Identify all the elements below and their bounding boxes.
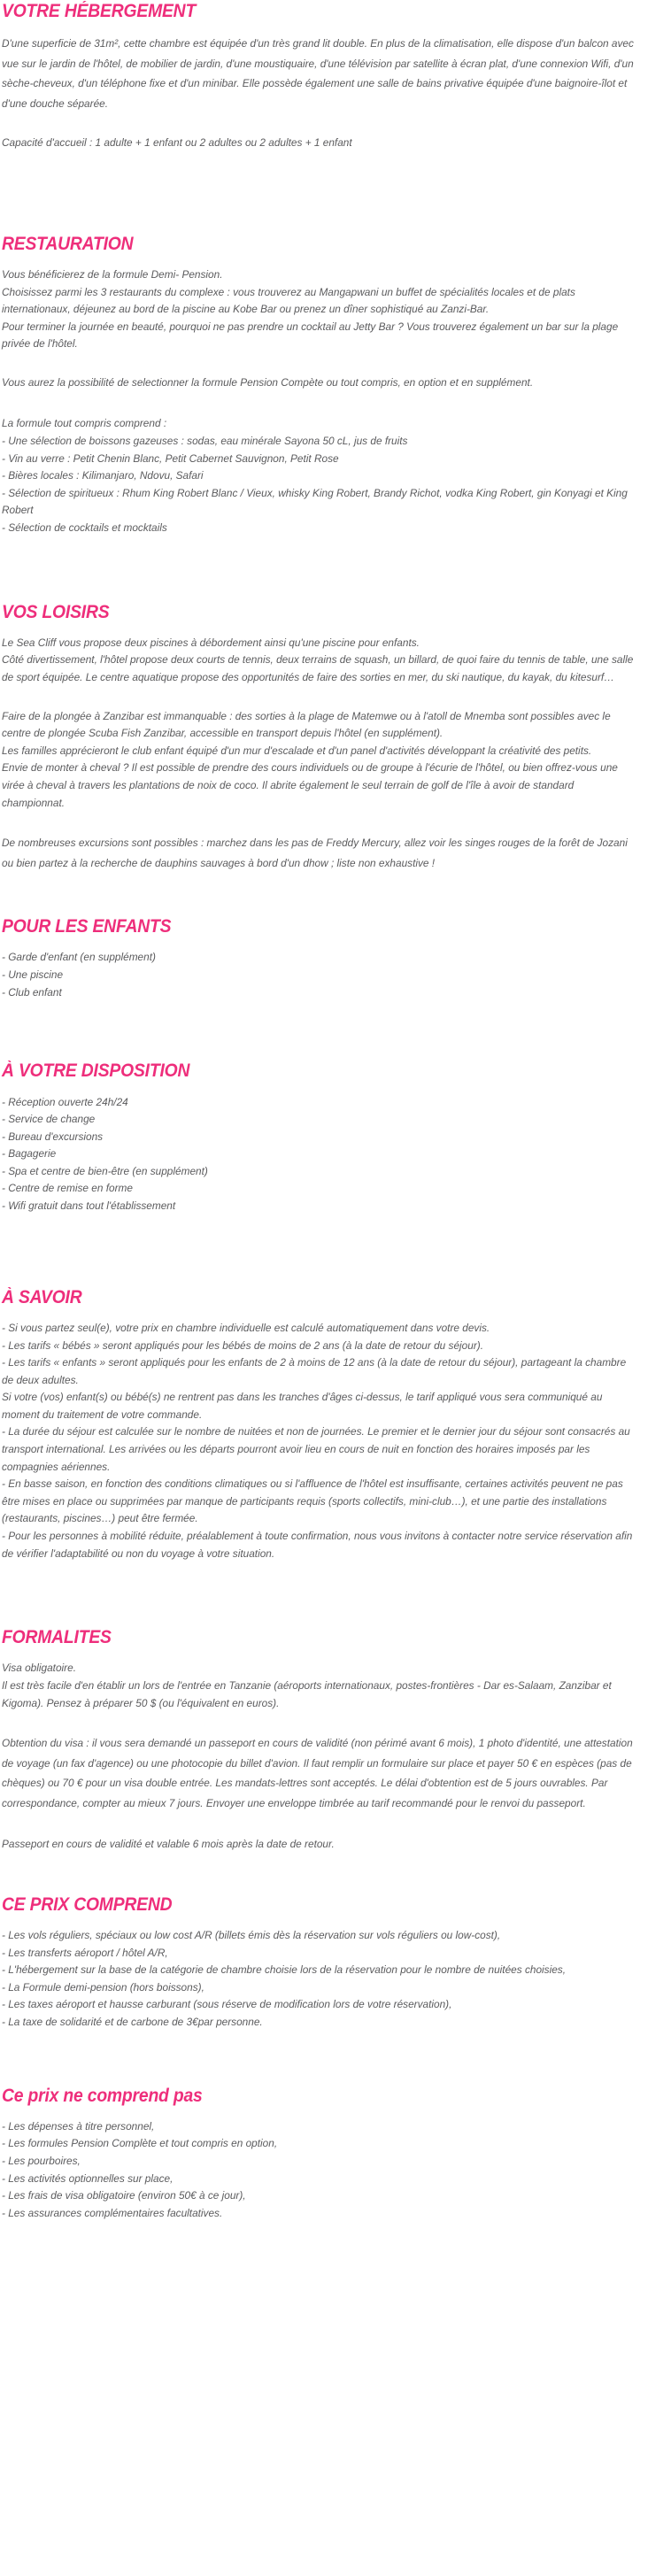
restauration-intro-block	[2, 266, 669, 353]
savoir-note: Si votre (vos) enfant(s) ou bébé(s) ne rentrent pas dans les tranches d'âges ci-dessus, le tarif appliqué vous sera communiqué au moment du traitement de votre commande.	[2, 1391, 603, 1421]
section-vos-loisirs	[2, 601, 669, 874]
list-item: - Wifi gratuit dans tout l'établissement	[2, 1199, 176, 1213]
formalites-paragraph-2: Il est très facile d'en établir un lors de l'entrée en Tanzanie (aéroports internationaux, postes-frontières - Dar es-Salaam, Zanzibar et Kigoma). Pensez à préparer 50 $ (ou l'équivalent en euros).	[2, 1679, 612, 1709]
disposition-list	[2, 1094, 669, 1215]
section-formalites	[2, 1626, 669, 1855]
formula-intro: La formule tout compris comprend :	[2, 417, 167, 430]
list-item: - La taxe de solidarité et de carbone de 3€par personne.	[2, 2015, 263, 2028]
loisirs-paragraph-4: Les familles apprécieront le club enfant équipé d'un mur d'escalade et d'un panel d'activités développant la créativité des petits.	[2, 744, 592, 757]
list-item: - Une sélection de boissons gazeuses : sodas, eau minérale Sayona 50 cL, jus de fruits	[2, 435, 408, 448]
list-item: - En basse saison, en fonction des conditions climatiques ou si l'affluence de l'hôtel est insuffisante, certaines activités peuvent ne pas être mises en place ou supprimées par manque de participants requis (sports collectifs, mini-club…), et une partie des installations (restaurants, piscines…) peut être fermée.	[2, 1477, 623, 1525]
list-item: - Les frais de visa obligatoire (environ 50€ à ce jour),	[2, 2189, 246, 2202]
list-item: - Garde d'enfant (en supplément)	[2, 951, 156, 964]
enfants-list	[2, 949, 669, 1001]
list-item: - L'hébergement sur la base de la catégorie de chambre choisie lors de la réservation pour le nombre de nuitées choisies,	[2, 1963, 567, 1977]
list-item: - Les pourboires,	[2, 2155, 81, 2167]
list-item: - Pour les personnes à mobilité réduite, préalablement à toute confirmation, nous vous invitons à contacter notre service réservation afin de vérifier l'adaptabilité ou non du voyage à votre situation.	[2, 1530, 633, 1560]
restauration-line-3: Pour terminer la journée en beauté, pourquoi ne pas prendre un cocktail au Jetty Bar ? Vous trouverez également un bar sur la plage privée de l'hôtel.	[2, 320, 619, 351]
section-pour-les-enfants	[2, 915, 669, 1001]
savoir-list	[2, 1320, 669, 1562]
list-item: - Les assurances complémentaires facultatives.	[2, 2206, 223, 2219]
list-item: - Les transferts aéroport / hôtel A/R,	[2, 1946, 168, 1959]
list-item: - Les tarifs « enfants » seront appliqués pour les enfants de 2 à moins de 12 ans (à la date de retour du séjour), partageant la chambre de deux adultes.	[2, 1356, 627, 1386]
section-ce-prix-ne-comprend-pas	[2, 2085, 669, 2223]
list-item: - Bagagerie	[2, 1147, 57, 1161]
loisirs-paragraph-5: Envie de monter à cheval ? Il est possible de prendre des cours individuels ou de groupe à l'écurie de l'hôtel, ou bien offrez-vous une virée à cheval à travers les plantations de noix de coco. Il abrite également le seul terrain de golf de l'île à avoir de standard championnat.	[2, 761, 618, 809]
list-item: - Sélection de spiritueux : Rhum King Robert Blanc / Vieux, whisky King Robert, Brandy Richot, vodka King Robert, gin Konyagi et King Robert	[2, 486, 628, 517]
heading-pour-les-enfants: POUR LES ENFANTS	[2, 916, 172, 937]
heading-vos-loisirs: VOS LOISIRS	[2, 601, 110, 622]
formalites-paragraph-4: Passeport en cours de validité et valable 6 mois après la date de retour.	[2, 1838, 335, 1851]
section-a-savoir	[2, 1286, 669, 1563]
restauration-formula-list	[2, 415, 669, 536]
loisirs-paragraph-1: Le Sea Cliff vous propose deux piscines à débordement ainsi qu'une piscine pour enfants.	[2, 636, 420, 649]
section-ce-prix-comprend	[2, 1893, 669, 2032]
list-item: - Spa et centre de bien-être (en supplément)	[2, 1164, 208, 1177]
prix-comprend-list	[2, 1927, 669, 2032]
section-restauration	[2, 233, 669, 537]
list-item: - Réception ouverte 24h/24	[2, 1095, 128, 1108]
list-item: - Les dépenses à titre personnel,	[2, 2119, 155, 2133]
hebergement-capacity: Capacité d'accueil : 1 adulte + 1 enfant ou 2 adultes ou 2 adultes + 1 enfant	[2, 136, 352, 150]
loisirs-paragraph-2: Côté divertissement, l'hôtel propose deux courts de tennis, deux terrains de squash, un billard, de quoi faire du tennis de table, une salle de sport équipée. Le centre aquatique propose des opportunités de faire des sorties en mer, du ski nautique, du kayak, du kitesurf…	[2, 653, 634, 684]
list-item: - Une piscine	[2, 968, 64, 982]
list-item: - Bureau d'excursions	[2, 1130, 104, 1143]
heading-a-savoir: À SAVOIR	[2, 1286, 82, 1307]
section-a-votre-disposition	[2, 1060, 669, 1215]
list-item: - Club enfant	[2, 985, 62, 999]
heading-ce-prix-comprend: CE PRIX COMPREND	[2, 1893, 173, 1915]
loisirs-paragraph-3: Faire de la plongée à Zanzibar est immanquable : des sorties à la plage de Matemwe ou à l'atoll de Mnemba sont possibles avec le centre de plongée Scuba Fish Zanzibar, accessible en transport depuis l'hôtel (en supplément).	[2, 709, 611, 740]
list-item: - La durée du séjour est calculée sur le nombre de nuitées et non de journées. Le premier et le dernier jour du séjour sont consacrés au transport international. Les arrivées ou les départs pourront avoir lieu en cours de nuit en fonction des horaires imposés par les compagnies aériennes.	[2, 1425, 630, 1473]
list-item: - Si vous partez seul(e), votre prix en chambre individuelle est calculé automatiquement dans votre devis.	[2, 1321, 490, 1334]
list-item: - Vin au verre : Petit Chenin Blanc, Petit Cabernet Sauvignon, Petit Rose	[2, 451, 339, 465]
list-item: - Les tarifs « bébés » seront appliqués pour les bébés de moins de 2 ans (à la date de retour du séjour).	[2, 1338, 483, 1352]
list-item: - Sélection de cocktails et mocktails	[2, 521, 167, 535]
list-item: - Les taxes aéroport et hausse carburant (sous réserve de modification lors de votre réservation),	[2, 1998, 452, 2011]
list-item: - Centre de remise en forme	[2, 1182, 133, 1195]
prix-ne-comprend-pas-list	[2, 2118, 669, 2223]
formalites-paragraph-3: Obtention du visa : il vous sera demandé un passeport en cours de validité (non périmé avant 6 mois), 1 photo d'identité, une attestation de voyage (un fax d'agence) ou une photocopie du billet d'avion. Il faut remplir un formulaire sur place et payer 50 € en espèces (pas de chèques) ou 70 € pour un visa double entrée. Les mandats-lettres sont acceptés. Le délai d'obtention est de 5 jours ouvrables. Par correspondance, compter au mieux 7 jours. Envoyer une enveloppe timbrée au tarif recommandé pour le renvoi du passeport.	[2, 1737, 633, 1809]
heading-votre-hebergement: VOTRE HÉBERGEMENT	[2, 1, 197, 21]
loisirs-block-2	[2, 708, 669, 813]
hebergement-description: D'une superficie de 31m², cette chambre est équipée d'un très grand lit double. En plus de la climatisation, elle dispose d'un balcon avec vue sur le jardin de l'hôtel, de mobilier de jardin, d'une moustiquaire, d'une télévision par satellite à écran plat, d'une connexion Wifi, d'un sèche-cheveux, d'un téléphone fixe et d'un minibar. Elle possède également une salle de bains privative équipée d'une baignoire-îlot et d'une douche séparée.	[2, 37, 634, 110]
heading-formalites: FORMALITES	[2, 1627, 112, 1648]
list-item: - Les activités optionnelles sur place,	[2, 2171, 174, 2185]
formalites-paragraph-1: Visa obligatoire.	[2, 1662, 76, 1675]
loisirs-block-1	[2, 635, 669, 687]
restauration-line-2: Choisissez parmi les 3 restaurants du complexe : vous trouverez au Mangapwani un buffet de spécialités locales et de plats internationaux, déjeunez au bord de la piscine au Kobe Bar ou prenez un dîner sophistiqué au Zanzi-Bar.	[2, 285, 575, 316]
list-item: - Les formules Pension Complète et tout compris en option,	[2, 2137, 278, 2150]
loisirs-paragraph-6: De nombreuses excursions sont possibles : marchez dans les pas de Freddy Mercury, allez voir les singes rouges de la forêt de Jozani ou bien partez à la recherche de dauphins sauvages à bord d'un dhow ; liste non exhaustive !	[2, 837, 628, 869]
list-item: - Service de change	[2, 1113, 96, 1126]
restauration-line-1: Vous bénéficierez de la formule Demi- Pension.	[2, 268, 223, 281]
list-item: - Les vols réguliers, spéciaux ou low cost A/R (billets émis dès la réservation sur vols réguliers ou low-cost),	[2, 1929, 501, 1941]
heading-ce-prix-ne-comprend-pas: Ce prix ne comprend pas	[2, 2085, 203, 2106]
list-item: - Bières locales : Kilimanjaro, Ndovu, Safari	[2, 469, 204, 482]
heading-restauration: RESTAURATION	[2, 233, 134, 254]
section-votre-hebergement	[2, 0, 669, 153]
formalites-block-1	[2, 1660, 669, 1712]
restauration-line-4: Vous aurez la possibilité de selectionner la formule Pension Compète ou tout compris, en option et en supplément.	[2, 375, 534, 389]
list-item: - La Formule demi-pension (hors boissons),	[2, 1980, 204, 1994]
heading-a-votre-disposition: À VOTRE DISPOSITION	[2, 1060, 190, 1082]
